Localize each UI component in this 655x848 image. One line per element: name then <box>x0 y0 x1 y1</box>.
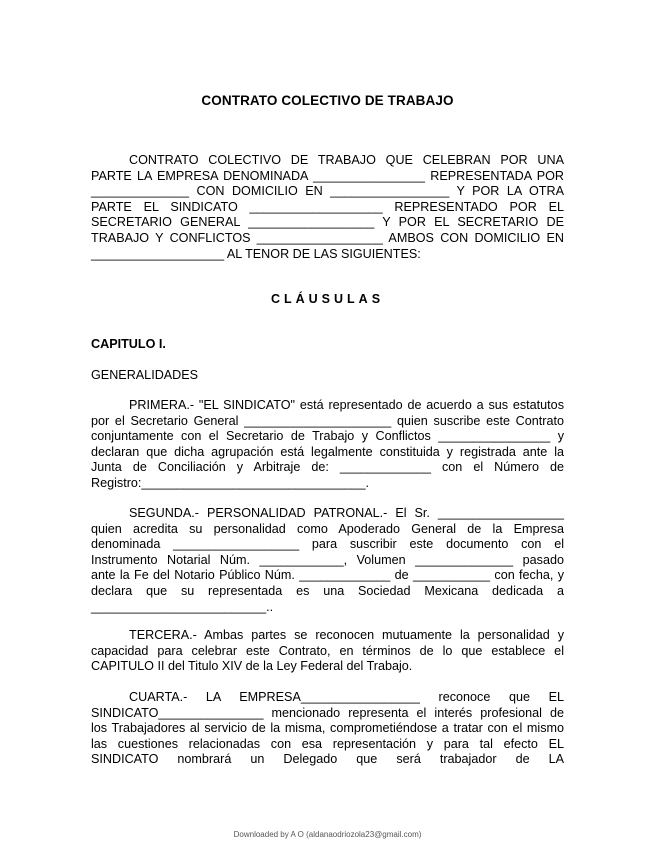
cuarta-line: SINDICATO nombrará un Delegado que será trabajador de LA <box>91 752 564 767</box>
cuarta-clause <box>91 690 564 768</box>
generalidades-heading: GENERALIDADES <box>91 368 199 382</box>
intro-line: CONTRATO COLECTIVO DE TRABAJO QUE CELEBRAN POR UNA <box>129 153 564 167</box>
tercera-line: capacidad para celebrar este Contrato, en términos de lo que establece el <box>91 643 564 658</box>
primera-line: Registro:________________________________. <box>91 475 370 490</box>
segunda-line: denominada __________________ para suscribir este documento con el <box>91 537 564 552</box>
tercera-line: TERCERA.- Ambas partes se reconocen mutuamente la personalidad y <box>129 628 564 642</box>
cuarta-line: las cuestiones relacionadas con esa representación y para tal efecto EL <box>91 736 564 751</box>
cuarta-line: CUARTA.- LA EMPRESA_________________ reconoce que EL <box>129 690 564 704</box>
cuarta-line: los Trabajadores al servicio de la misma, comprometiéndose a tratar con el mismo <box>91 721 564 736</box>
segunda-line: declara que su representada es una Sociedad Mexicana dedicada a <box>91 583 564 598</box>
segunda-line: ante la Fe del Notario Público Núm. _____________ de ___________ con fecha, y <box>91 568 564 583</box>
tercera-clause <box>91 628 564 675</box>
primera-line: conjuntamente con el Secretario de Trabajo y Conflictos ________________ y <box>91 429 564 444</box>
tercera-line: CAPITULO II del Titulo XIV de la Ley Federal del Trabajo. <box>91 659 413 674</box>
primera-line: PRIMERA.- "EL SINDICATO" está representado de acuerdo a sus estatutos <box>129 398 564 412</box>
segunda-line: SEGUNDA.- PERSONALIDAD PATRONAL.- El Sr. __________________ <box>129 506 564 520</box>
primera-line: Junta de Conciliación y Arbitraje de: _____________ con el Número de <box>91 460 564 475</box>
document-title: CONTRATO COLECTIVO DE TRABAJO <box>201 93 454 108</box>
download-footer: Downloaded by A O (aldanaodriozola23@gmail.com) <box>233 830 422 839</box>
segunda-line: quien acredita su personalidad como Apoderado General de la Empresa <box>91 521 564 536</box>
intro-line: TRABAJO Y CONFLICTOS __________________ AMBOS CON DOMICILIO EN <box>91 230 564 245</box>
intro-line: PARTE LA EMPRESA DENOMINADA ________________ REPRESENTADA POR <box>91 168 564 183</box>
segunda-line: _________________________.. <box>91 599 274 614</box>
intro-line: ___________________ AL TENOR DE LAS SIGUIENTES: <box>91 246 421 261</box>
intro-paragraph <box>91 153 564 262</box>
primera-line: por el Secretario General _____________________ quien suscribe este Contrato <box>91 413 564 428</box>
intro-line: SECRETARIO GENERAL __________________ Y POR EL SECRETARIO DE <box>91 215 564 230</box>
intro-line: PARTE EL SINDICATO ___________________ REPRESENTADO POR EL <box>91 199 564 214</box>
clausulas-heading: CLÁUSULAS <box>270 292 385 306</box>
capitulo-heading: CAPITULO I. <box>91 337 166 351</box>
primera-line: declaran que dicha agrupación está legalmente constituida y registrada ante la <box>91 444 564 459</box>
intro-line: ______________ CON DOMICILIO EN _________________ Y POR LA OTRA <box>91 184 564 199</box>
primera-clause <box>91 398 564 492</box>
segunda-clause <box>91 506 564 615</box>
segunda-line: Instrumento Notarial Núm. ____________, Volumen ______________ pasado <box>91 552 564 567</box>
cuarta-line: SINDICATO_______________ mencionado representa el interés profesional de <box>91 705 564 720</box>
